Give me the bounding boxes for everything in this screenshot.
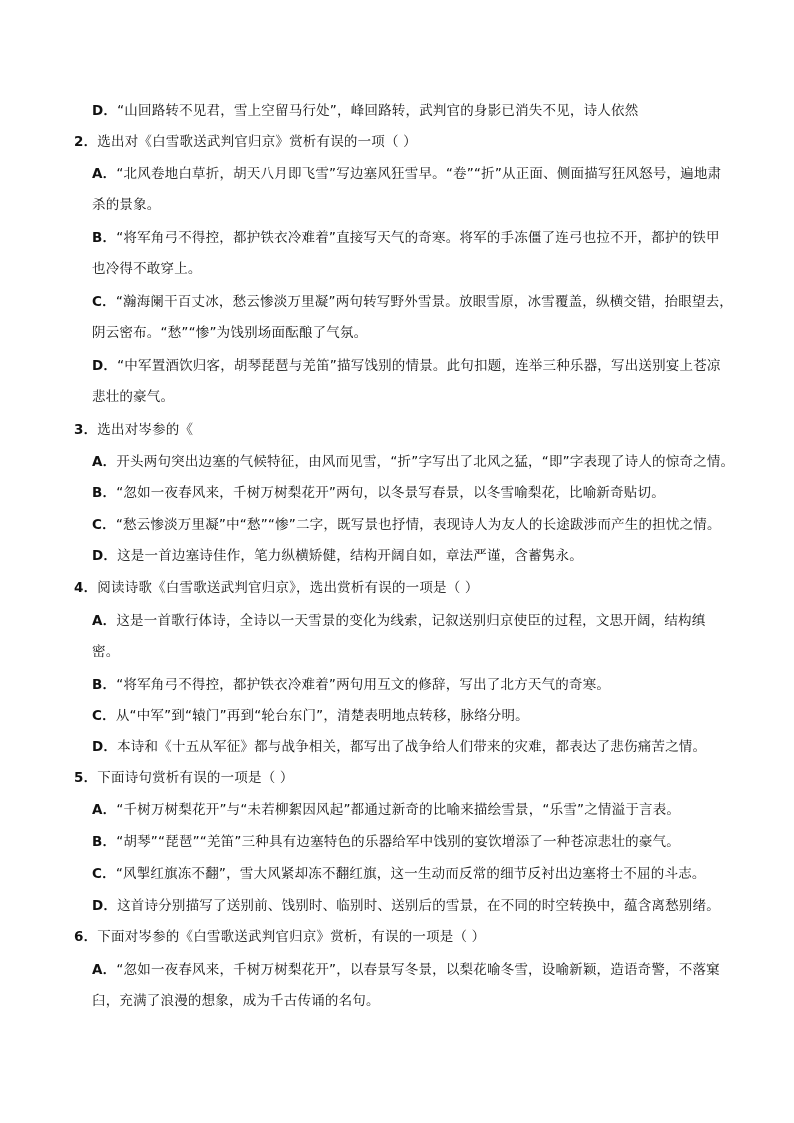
question-stem: 4．阅读诗歌《白雪歌送武判官归京》，选出赏析有误的一项是（ ）	[74, 580, 479, 596]
option-continuation: 密。	[92, 644, 120, 660]
option-line: A．这是一首歌行体诗，全诗以一天雪景的变化为线索，记叙送别归京使臣的过程，文思开阔，结构缜	[92, 613, 706, 629]
question-stem: 6．下面对岑参的《白雪歌送武判官归京》赏析，有误的一项是（ ）	[74, 929, 486, 945]
question-stem: 2．选出对《白雪歌送武判官归京》赏析有误的一项（ ）	[74, 134, 417, 150]
option-line: C．“瀚海阑干百丈冰，愁云惨淡万里凝”两句转写野外雪景。放眼雪原，冰雪覆盖，纵横交错，抬眼望去，	[92, 294, 733, 310]
option-line: D．这是一首边塞诗佳作，笔力纵横矫健，结构开阔自如，章法严谨，含蓄隽永。	[92, 548, 583, 564]
option-line: A．“千树万树梨花开”与“未若柳絮因风起”都通过新奇的比喻来描绘雪景，“乐雪”之情溢于言表。	[92, 802, 681, 818]
option-line: D．本诗和《十五从军征》都与战争相关，都写出了战争给人们带来的灾难，都表达了悲伤痛苦之情。	[92, 739, 707, 755]
option-line: D．“山回路转不见君，雪上空留马行处”，峰回路转，武判官的身影已消失不见，诗人依然	[92, 103, 639, 119]
option-line: C．“风掣红旗冻不翻”，雪大风紧却冻不翻红旗，这一生动而反常的细节反衬出边塞将士不屈的斗志。	[92, 866, 706, 882]
option-continuation: 悲壮的豪气。	[92, 389, 175, 405]
option-line: A．开头两句突出边塞的气候特征，由风而见雪，“折”字写出了北风之猛，“即”字表现了诗人的惊奇之情。	[92, 454, 735, 470]
option-continuation: 臼，充满了浪漫的想象，成为千古传诵的名句。	[92, 993, 380, 1009]
option-line: C．“愁云惨淡万里凝”中“愁”“惨”二字，既写景也抒情，表现诗人为友人的长途跋涉而产生的担忧之情。	[92, 517, 721, 533]
question-stem: 3．选出对岑参的《	[74, 422, 194, 438]
option-line: B．“忽如一夜春风来，千树万树梨花开”两句，以冬景写春景，以冬雪喻梨花，比喻新奇贴切。	[92, 485, 665, 501]
option-continuation: 杀的景象。	[92, 197, 161, 213]
option-line: B．“将军角弓不得控，都护铁衣冷难着”两句用互文的修辞，写出了北方天气的奇寒。	[92, 677, 611, 693]
question-stem: 5．下面诗句赏析有误的一项是（ ）	[74, 770, 294, 786]
option-line: A．“忽如一夜春风来，千树万树梨花开”，以春景写冬景，以梨花喻冬雪，设喻新颖，造语奇警，不落窠	[92, 962, 720, 978]
option-line: A．“北风卷地白草折，胡天八月即飞雪”写边塞风狂雪早。“卷”“折”从正面、侧面描写狂风怒号，遍地肃	[92, 166, 722, 182]
option-line: B．“将军角弓不得控，都护铁衣冷难着”直接写天气的奇寒。将军的手冻僵了连弓也拉不开，都护的铁甲	[92, 230, 720, 246]
option-line: D．“中军置酒饮归客，胡琴琵琶与羌笛”描写饯别的情景。此句扣题，连举三种乐器，写出送别宴上苍凉	[92, 358, 721, 374]
option-line: B．“胡琴”“琵琶”“羌笛”三种具有边塞特色的乐器给军中饯别的宴饮增添了一种苍凉悲壮的豪气。	[92, 834, 680, 850]
option-continuation: 也冷得不敢穿上。	[92, 261, 202, 277]
option-continuation: 阴云密布。“愁”“惨”为饯别场面酝酿了气氛。	[92, 325, 368, 341]
option-line: C．从“中军”到“辕门”再到“轮台东门”，清楚表明地点转移，脉络分明。	[92, 708, 529, 724]
option-line: D．这首诗分别描写了送别前、饯别时、临别时、送别后的雪景，在不同的时空转换中，蕴含离愁别绪。	[92, 898, 720, 914]
